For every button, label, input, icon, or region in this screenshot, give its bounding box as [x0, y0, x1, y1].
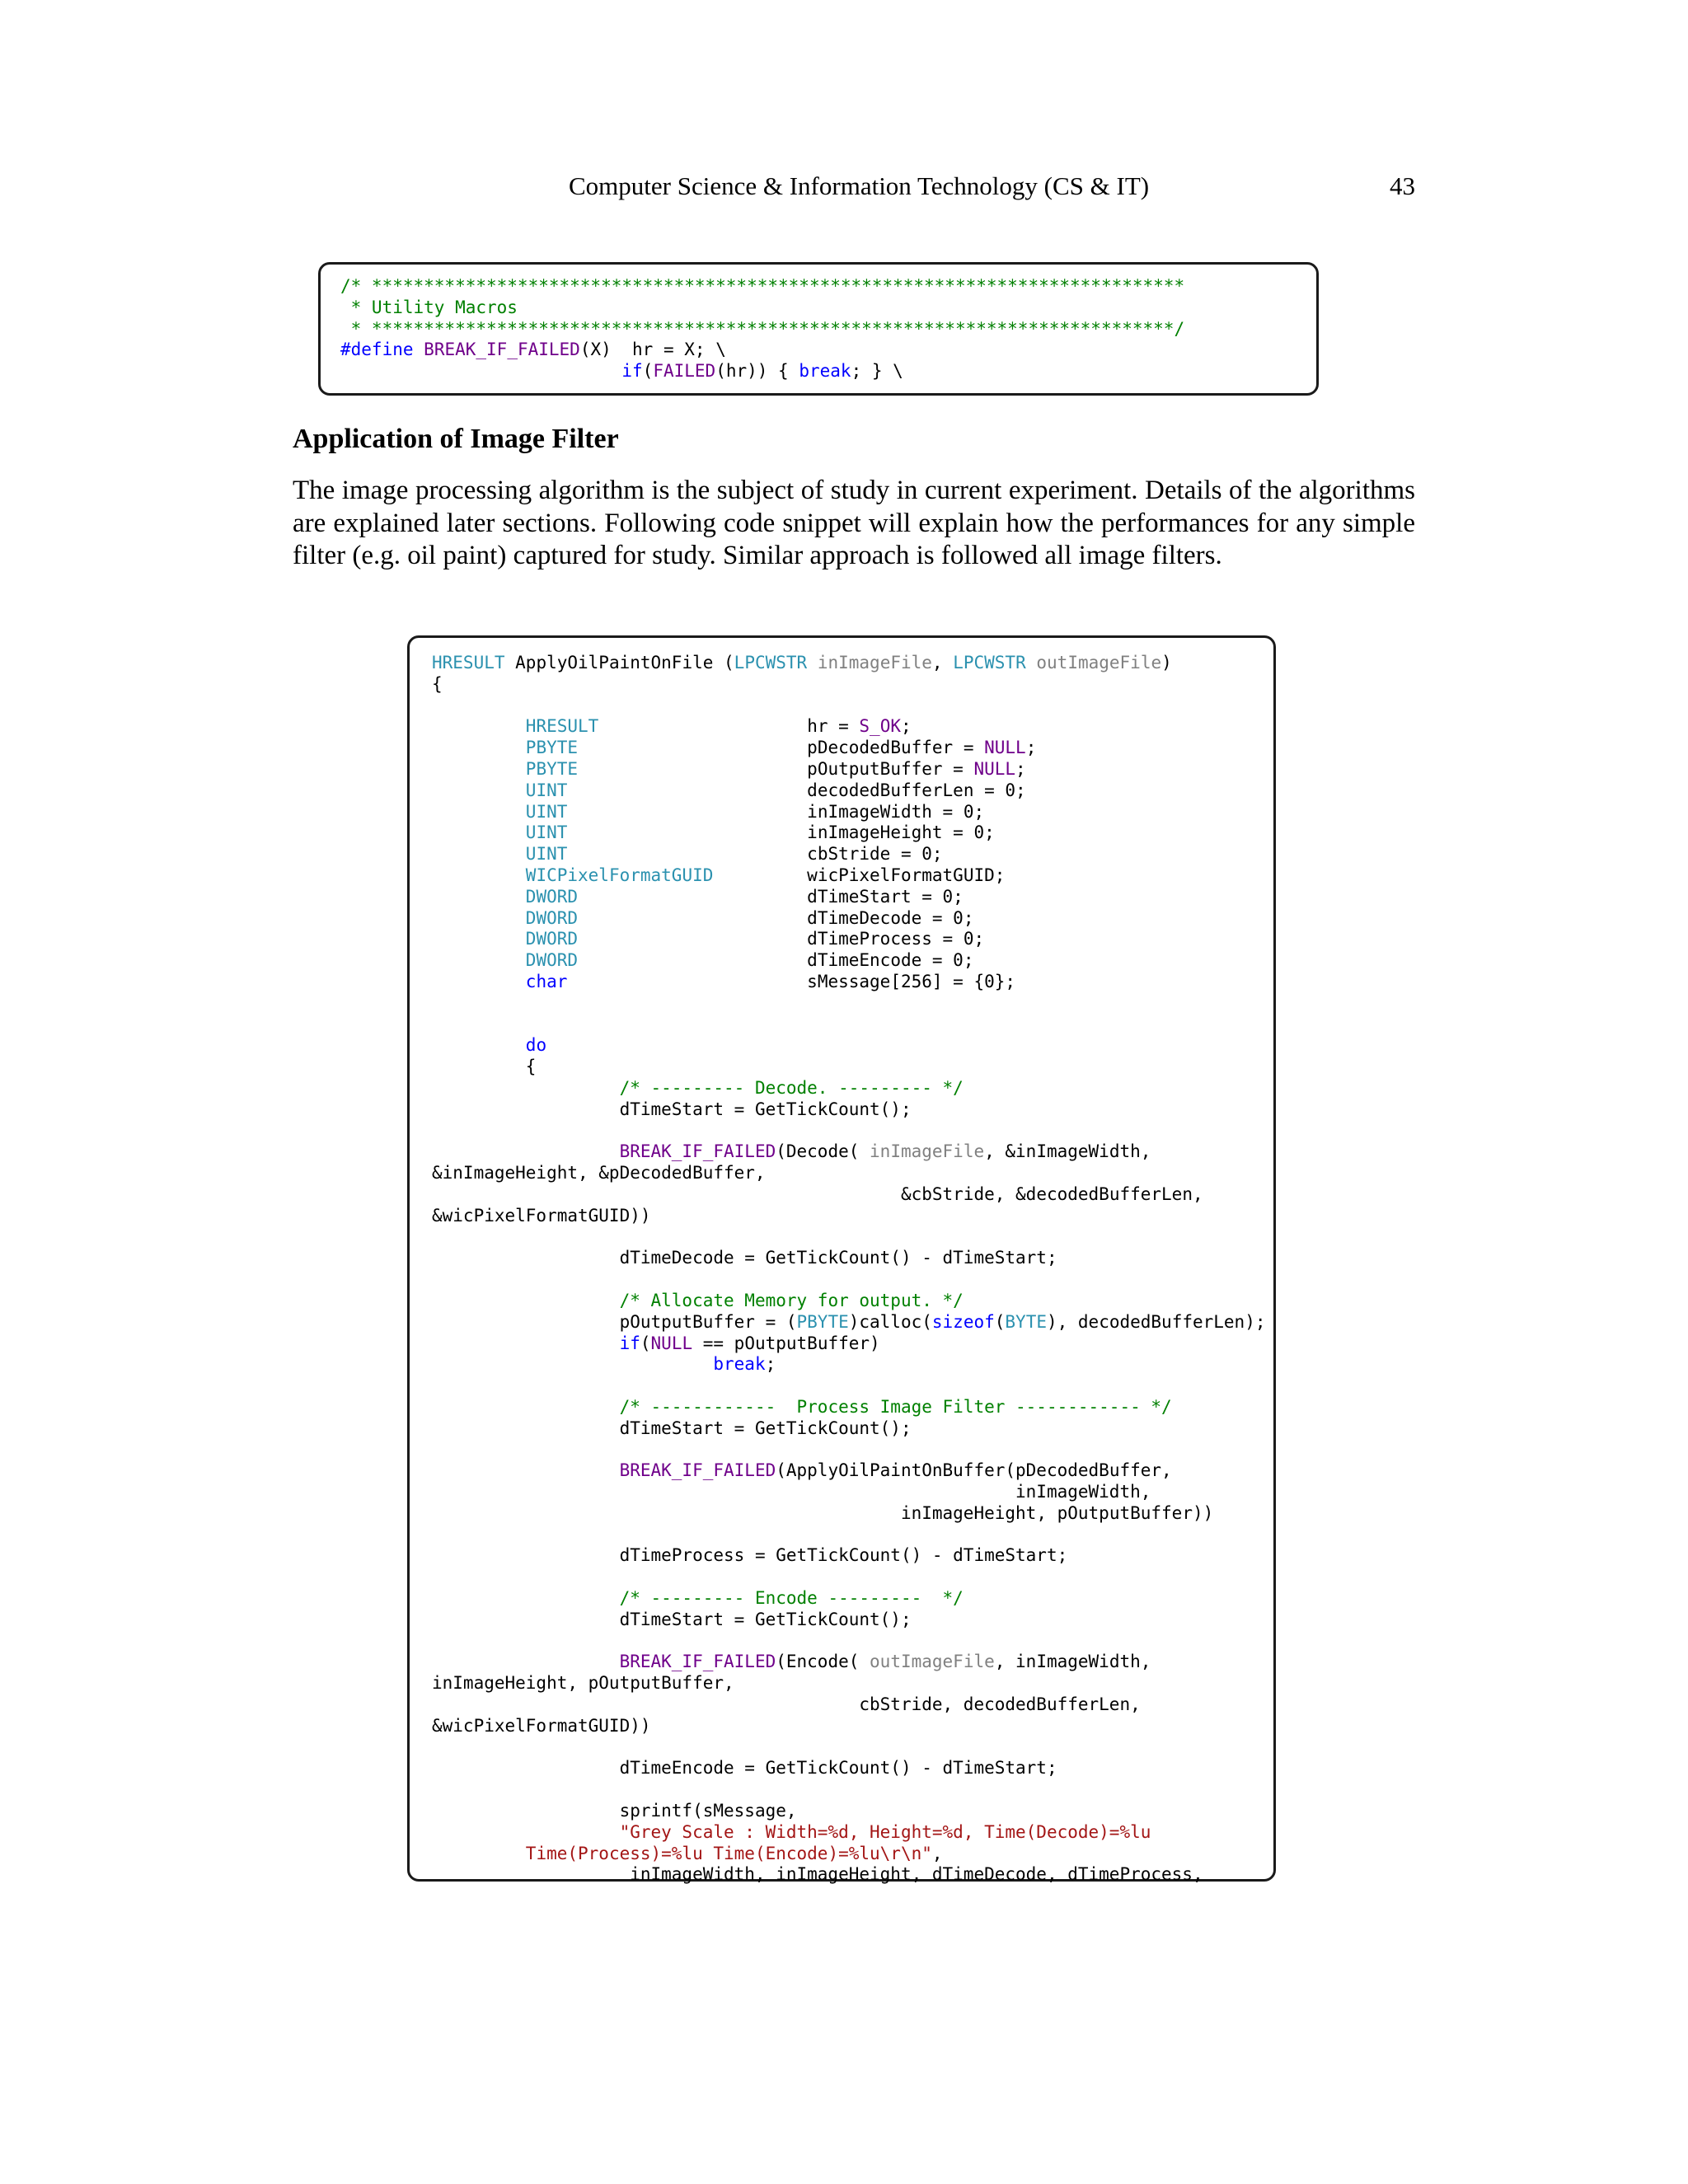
declaration-line — [432, 950, 973, 970]
code-text: ) — [1161, 653, 1172, 673]
code-macro: FAILED — [653, 361, 716, 382]
page-number: 43 — [1390, 171, 1415, 200]
declaration-pad — [578, 950, 807, 970]
code-text: inImageWidth, — [1015, 1482, 1151, 1502]
code-macro: BREAK_IF_FAILED — [619, 1652, 776, 1672]
declaration-pad — [578, 929, 807, 949]
declaration-type: PBYTE — [525, 758, 579, 779]
code-macro: BREAK_IF_FAILED — [619, 1141, 776, 1162]
code-text: pOutputBuffer = ( — [619, 1311, 797, 1332]
code-text: , — [931, 1843, 943, 1863]
code-text: dTimeStart = GetTickCount(); — [619, 1609, 912, 1629]
declaration-variable: inImageWidth = 0; — [807, 801, 985, 822]
code-listing: HRESULT ApplyOilPaintOnFile (LPCWSTR inImageFile, LPCWSTR outImageFile) { HRESULT hr = S_OK; PBYTE pDecodedBuffer = NULL; PBYTE pOutputBuffer = NULL; UINT decodedBufferLen = 0; UINT inImageWidth = 0; UINT inImageHeight = 0; UINT cbStride = 0; WICPixelFormatGUID wicPixelFormatGUID; DWORD dTimeStart = 0; DWORD dTimeDecode = 0; DWORD dTimeProcess = 0; DWORD dTimeEncode = 0; char sMessage[256] = {0}; do { /* --------- Decode. --------- */ dTimeStart = GetTickCount(); BREAK_IF_FAILED(Decode( inImageFile, &inImageWidth, &inImageHeight, &pDecodedBuffer, &cbStride, &decodedBufferLen, &wicPixelFormatGUID)) dTimeDecode = GetTickCount() - dTimeStart; /* Allocate Memory for output. */ pOutputBuffer = (PBYTE)calloc(sizeof(BYTE), decodedBufferLen); if(NULL == pOutputBuffer) break; /* ------------ Process Image Filter ------------ */ dTimeStart = GetTickCount(); BREAK_IF_FAILED(ApplyOilPaintOnBuffer(pDecodedBuffer, inImageWidth, inImageHeight, pOutputBuffer)) dTimeProcess = GetTickCount() - dTimeStart; /* --------- Encode --------- */ dTimeStart = GetTickCount(); BREAK_IF_FAILED(Encode( outImageFile, inImageWidth, inImageHeight, pOutputBuffer, cbStride, decodedBufferLen, &wicPixelFormatGUID)) dTimeEncode = GetTickCount() - dTimeStart; sprintf(sMessage, "Grey Scale : Width=%d, Height=%d, Time(Decode)=%lu Time(Process)=%lu Time(Encode)=%lu\r\n", inImageWidth, inImageHeight, dTimeDecode, dTimeProcess, — [432, 653, 1266, 1885]
declaration-line — [432, 887, 964, 907]
declaration-variable: dTimeProcess = 0; — [807, 929, 985, 949]
code-text: dTimeDecode = GetTickCount() - dTimeStart; — [619, 1248, 1057, 1268]
code-text: &wicPixelFormatGUID)) — [432, 1205, 651, 1226]
declaration-type: WICPixelFormatGUID — [525, 865, 714, 885]
code-comment: /* Allocate Memory for output. */ — [619, 1290, 964, 1310]
declaration-variable: pDecodedBuffer = — [807, 738, 985, 758]
declaration-macro: S_OK — [859, 716, 901, 737]
declaration-line — [432, 780, 1026, 800]
declaration-type: UINT — [525, 780, 568, 800]
declaration-type: DWORD — [525, 950, 579, 971]
code-keyword: break — [713, 1354, 766, 1375]
declaration-end: ; — [1025, 738, 1037, 758]
code-text: (hr)) { — [715, 361, 799, 382]
code-block-utility-macros — [318, 262, 1319, 396]
code-type: HRESULT — [432, 653, 505, 673]
page-header — [293, 171, 1415, 208]
code-type: LPCWSTR — [953, 653, 1026, 673]
declaration-pad — [598, 716, 807, 736]
code-text: dTimeStart = GetTickCount(); — [619, 1099, 912, 1119]
declaration-line — [432, 738, 1036, 757]
code-comment: /* ------------ Process Image Filter ------------ */ — [619, 1396, 1172, 1417]
code-text: inImageHeight, pOutputBuffer)) — [900, 1502, 1214, 1523]
declaration-pad — [567, 802, 807, 822]
declaration-variable: inImageHeight = 0; — [807, 823, 995, 843]
journal-title: Computer Science & Information Technology (CS & IT) — [569, 171, 1150, 200]
declaration-variable: pOutputBuffer = — [807, 758, 974, 779]
code-keyword: break — [799, 361, 851, 382]
code-text: (ApplyOilPaintOnBuffer(pDecodedBuffer, — [776, 1460, 1172, 1481]
declaration-macro: NULL — [984, 738, 1026, 758]
code-text: inImageHeight, pOutputBuffer, — [432, 1673, 734, 1694]
declaration-line — [432, 865, 1005, 885]
declaration-pad — [578, 887, 807, 907]
code-keyword: if — [621, 361, 643, 382]
declaration-line — [432, 972, 1015, 991]
declaration-variable: wicPixelFormatGUID; — [807, 865, 1006, 885]
code-comment: /* --------- Encode --------- */ — [619, 1588, 964, 1609]
code-type: BYTE — [1005, 1311, 1047, 1332]
body-paragraph: The image processing algorithm is the subject of study in current experiment. Details of the algorithms are explained later sections. Following code snippet will explain how the performances for any simple filter (e.g. oil paint) captured for study. Similar approach is followed all image filters. — [293, 476, 1415, 570]
code-param: inImageFile — [870, 1141, 985, 1162]
code-type: LPCWSTR — [734, 653, 808, 673]
code-text: &cbStride, &decodedBufferLen, — [900, 1183, 1203, 1204]
declaration-variable: decodedBufferLen = 0; — [807, 780, 1026, 800]
declaration-pad — [578, 908, 807, 928]
declaration-line — [432, 823, 995, 842]
code-text: == pOutputBuffer) — [692, 1333, 880, 1353]
code-text: , &inImageWidth, — [984, 1141, 1151, 1162]
code-text: , inImageWidth, — [994, 1652, 1151, 1672]
code-keyword: do — [525, 1035, 547, 1056]
declaration-line — [432, 759, 1026, 779]
code-text: cbStride, decodedBufferLen, — [859, 1694, 1141, 1715]
code-text: (Encode( — [776, 1652, 870, 1672]
code-text: dTimeEncode = GetTickCount() - dTimeStart; — [619, 1758, 1057, 1779]
code-keyword: #define — [340, 340, 414, 360]
declaration-pad — [578, 738, 807, 757]
code-text: &wicPixelFormatGUID)) — [432, 1715, 651, 1736]
declaration-line — [432, 908, 973, 928]
declaration-type: UINT — [525, 823, 568, 843]
code-text: inImageWidth, inImageHeight, dTimeDecode, dTimeProcess, — [630, 1864, 1203, 1885]
declaration-pad — [567, 844, 807, 864]
code-macro: NULL — [650, 1333, 693, 1353]
declaration-variable: dTimeDecode = 0; — [807, 907, 974, 928]
declaration-type: UINT — [525, 801, 568, 822]
code-text: dTimeProcess = GetTickCount() - dTimeStart; — [619, 1545, 1068, 1566]
declaration-line — [432, 802, 984, 822]
code-text: ), decodedBufferLen); — [1046, 1311, 1266, 1332]
code-text: sprintf(sMessage, — [619, 1801, 797, 1821]
declaration-variable: dTimeStart = 0; — [807, 886, 964, 907]
code-keyword: if — [619, 1333, 640, 1353]
code-text: &inImageHeight, &pDecodedBuffer, — [432, 1163, 766, 1183]
code-comment: /* --------- Decode. --------- */ — [619, 1077, 964, 1098]
code-text: { — [432, 673, 443, 694]
code-macro: BREAK_IF_FAILED — [424, 340, 580, 360]
code-text: )calloc( — [848, 1311, 932, 1332]
declaration-pad — [567, 972, 807, 991]
code-comment: /* ****************************************************************************** — [340, 276, 1185, 296]
declaration-end: ; — [1015, 758, 1026, 779]
code-text: (X) hr = X; \ — [579, 340, 726, 360]
declaration-macro: NULL — [973, 758, 1016, 779]
code-comment: * Utility Macros — [340, 297, 518, 317]
code-param: outImageFile — [1036, 653, 1162, 673]
declaration-type: DWORD — [525, 886, 579, 907]
code-text: (Decode( — [776, 1141, 870, 1162]
code-comment: * *****************************************************************************/ — [340, 318, 1185, 339]
code-param: inImageFile — [817, 653, 932, 673]
code-keyword: sizeof — [931, 1311, 995, 1332]
declaration-line — [432, 716, 912, 736]
declaration-type: PBYTE — [525, 738, 579, 758]
code-text: ; } \ — [851, 361, 903, 382]
declaration-pad — [567, 780, 807, 800]
code-text: { — [525, 1057, 537, 1077]
code-listing: /* ****************************************************************************** * Utility Macros * *****************************************************************************/ #define BREAK_IF_FAILED(X) hr = X; \ if(FAILED(hr)) { break; } \ — [340, 276, 1185, 382]
declaration-end: ; — [900, 716, 912, 737]
declaration-variable: sMessage[256] = {0}; — [807, 971, 1016, 991]
declaration-type: HRESULT — [525, 716, 599, 737]
declaration-type: char — [525, 971, 568, 991]
declaration-line — [432, 844, 943, 864]
section-heading: Application of Image Filter — [293, 424, 619, 454]
code-macro: BREAK_IF_FAILED — [619, 1460, 776, 1481]
declaration-variable: cbStride = 0; — [807, 844, 943, 865]
declaration-variable: dTimeEncode = 0; — [807, 950, 974, 971]
code-text: dTimeStart = GetTickCount(); — [619, 1418, 912, 1438]
code-param: outImageFile — [870, 1652, 995, 1672]
code-string: Time(Process)=%lu Time(Encode)=%lu\r\n" — [525, 1843, 932, 1863]
declaration-pad — [578, 759, 807, 779]
declaration-type: UINT — [525, 844, 568, 865]
declaration-variable: hr = — [807, 716, 860, 737]
declaration-pad — [567, 823, 807, 842]
declaration-line — [432, 929, 984, 949]
declaration-type: DWORD — [525, 907, 579, 928]
code-text: ApplyOilPaintOnFile ( — [504, 653, 734, 673]
code-block-apply-oil-paint — [407, 635, 1276, 1885]
declaration-pad — [713, 865, 807, 885]
code-string: "Grey Scale : Width=%d, Height=%d, Time(Decode)=%lu — [619, 1821, 1151, 1842]
code-type: PBYTE — [796, 1311, 849, 1332]
declaration-type: DWORD — [525, 929, 579, 949]
